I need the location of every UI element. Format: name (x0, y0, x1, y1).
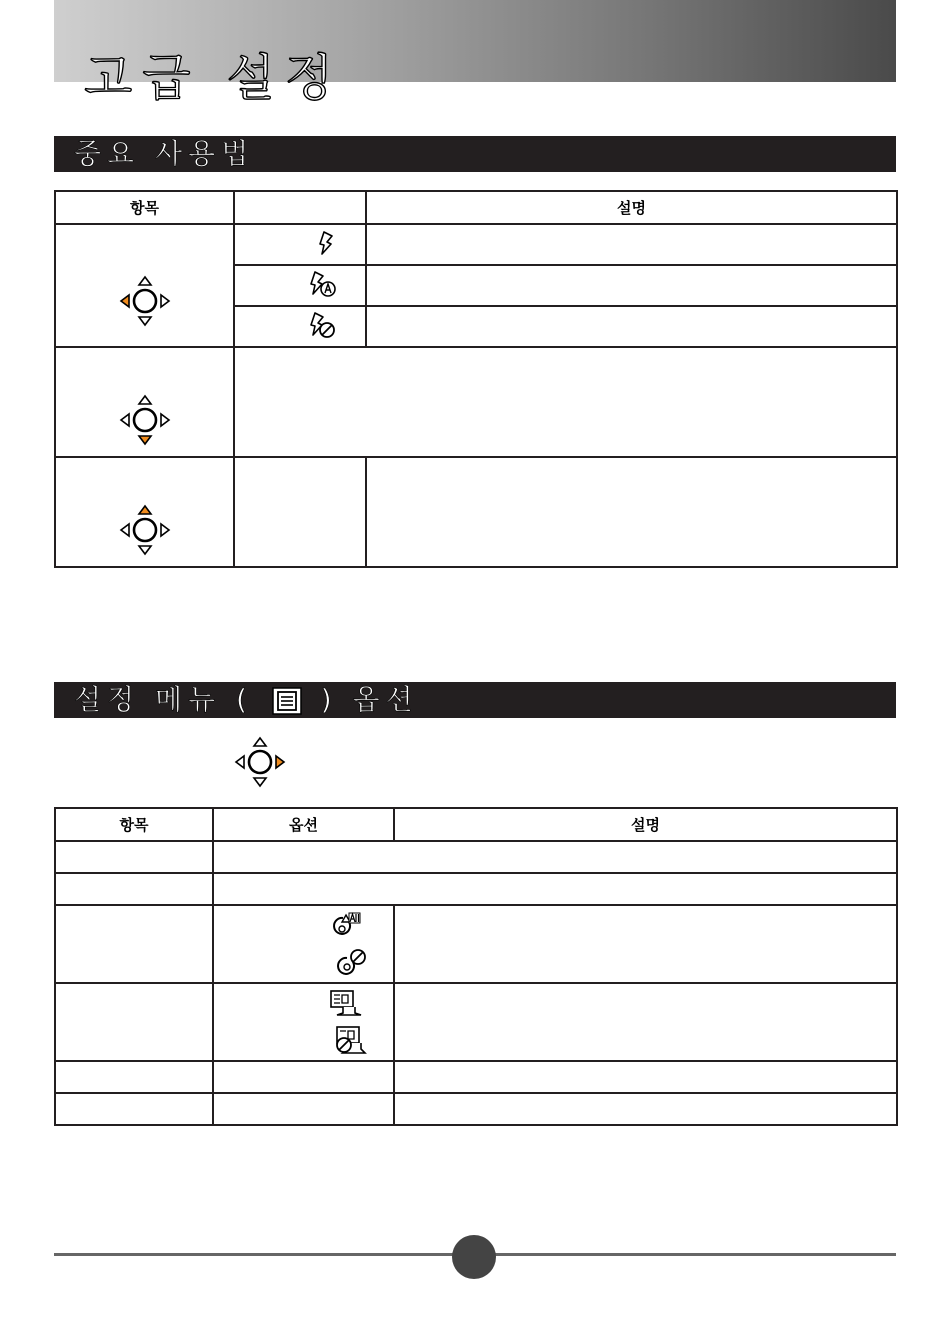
table-row (55, 841, 897, 873)
section-bar-setup-menu (54, 682, 896, 718)
description-cell (394, 1061, 897, 1093)
setup-menu-table (54, 807, 898, 1126)
flash-off-icon (307, 311, 337, 339)
dpad-cell (55, 347, 234, 457)
description-cell (366, 457, 897, 567)
dpad-up-icon (119, 504, 171, 556)
item-cell (55, 905, 213, 983)
column-header-description: 설명 (366, 191, 897, 224)
column-header-item: 항목 (55, 808, 213, 841)
table-row (55, 983, 897, 1061)
dpad-cell (55, 224, 234, 347)
page-number-badge (452, 1235, 496, 1279)
item-cell (55, 873, 213, 905)
flash-option-cell (234, 224, 366, 265)
delete-off-icon (337, 948, 367, 976)
column-header-item: 항목 (55, 191, 234, 224)
menu-icon (272, 687, 302, 715)
table-row (55, 1061, 897, 1093)
section-title-usage: 중요 사용법 (74, 137, 255, 170)
description-cell (394, 1093, 897, 1125)
dpad-right-icon (234, 736, 286, 788)
table-row (55, 905, 897, 983)
description-cell (366, 306, 897, 347)
dpad-left-icon (119, 275, 171, 327)
table-header-row (55, 191, 897, 224)
usage-table (54, 190, 898, 568)
dpad-cell (55, 457, 234, 567)
description-cell (394, 905, 897, 983)
dpad-down-icon (119, 394, 171, 446)
section-bar-usage (54, 136, 896, 172)
description-cell (213, 873, 897, 905)
option-cell (213, 1093, 394, 1125)
flash-option-cell (234, 265, 366, 306)
flash-on-icon (315, 230, 337, 256)
description-cell (394, 983, 897, 1061)
column-header-option: 옵션 (213, 808, 394, 841)
option-cell (234, 457, 366, 567)
column-header-option (234, 191, 366, 224)
delete-all-icon (331, 912, 361, 940)
option-cell (213, 983, 394, 1061)
date-stamp-off-icon (333, 1025, 367, 1055)
table-header-row (55, 808, 897, 841)
item-cell (55, 1093, 213, 1125)
option-cell (213, 1061, 394, 1093)
table-row (55, 224, 897, 265)
option-cell (213, 905, 394, 983)
table-row (55, 1093, 897, 1125)
flash-option-cell (234, 306, 366, 347)
item-cell (55, 983, 213, 1061)
page-title: 고급 설정 (84, 49, 344, 107)
section-title-setup-menu (74, 683, 419, 717)
description-cell (213, 841, 897, 873)
item-cell (55, 1061, 213, 1093)
description-cell (366, 265, 897, 306)
item-cell (55, 841, 213, 873)
column-header-description: 설명 (394, 808, 897, 841)
date-stamp-icon (329, 989, 363, 1017)
description-cell (366, 224, 897, 265)
description-cell (234, 347, 897, 457)
table-row (55, 347, 897, 457)
table-row (55, 873, 897, 905)
table-row (55, 457, 897, 567)
section-title-suffix: ) 옵션 (320, 683, 419, 716)
section-title-prefix: 설정 메뉴 ( (74, 683, 253, 716)
flash-auto-icon (307, 270, 337, 298)
